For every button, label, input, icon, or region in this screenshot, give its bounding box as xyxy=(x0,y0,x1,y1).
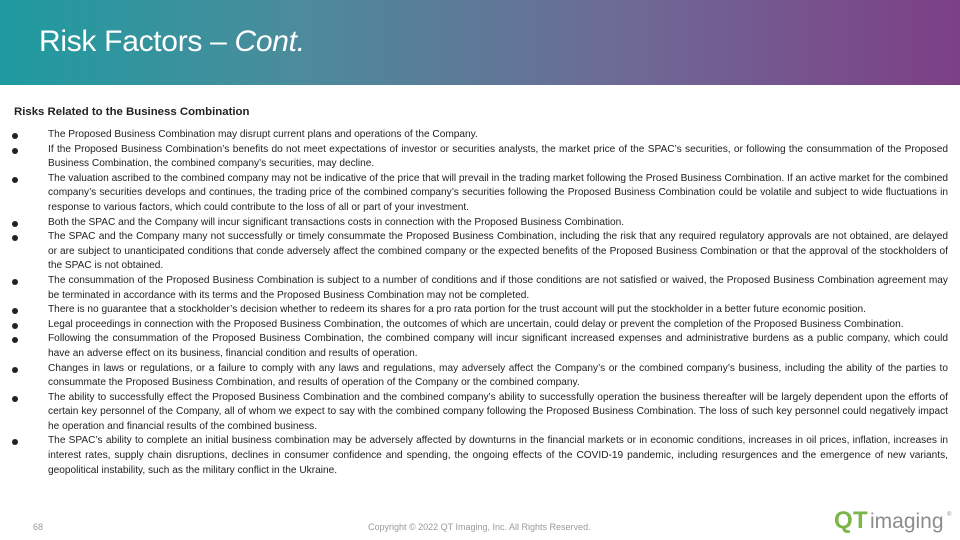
risk-bullet-text: The ability to successfully effect the Proposed Business Combination and the combined company’s ability to successfully operation the business thereafter will be largely dependent upon the efforts of certain key personnel of the Company, all of whom we expect to say with the combined company following the Proposed Business Combination. The loss of such key personnel could negatively impact he operation and financial results of the combined business. xyxy=(48,391,948,432)
risk-bullet-item xyxy=(12,274,948,303)
copyright-footer: Copyright © 2022 QT Imaging, Inc. All Rights Reserved. xyxy=(368,522,591,532)
title-main: Risk Factors – xyxy=(39,25,235,58)
bullet-dot-icon xyxy=(12,235,18,241)
risk-bullet-text: There is no guarantee that a stockholder’s decision whether to redeem its shares for a pro rata portion for the trust account will put the stockholder in a better future economic position. xyxy=(48,304,866,316)
title-banner xyxy=(0,0,960,85)
risk-bullet-item xyxy=(12,128,948,143)
risk-bullet-item xyxy=(12,172,948,216)
bullet-dot-icon xyxy=(12,337,18,343)
bullet-dot-icon xyxy=(12,439,18,445)
section-heading: Risks Related to the Business Combination xyxy=(14,106,250,118)
risk-bullet-text: The SPAC and the Company many not successfully or timely consummate the Proposed Business Combination, including the risk that any required regulatory approvals are not obtained, are delayed or are subject to unanticipated conditions that conde adversely affect the combined company or the expected benefits of the Proposed Business Combination or that the approval of the stockholders of the SPAC is not obtained. xyxy=(48,231,948,272)
bullet-dot-icon xyxy=(12,323,18,329)
bullet-dot-icon xyxy=(12,221,18,227)
risk-bullet-item xyxy=(12,434,948,478)
risk-bullet-item xyxy=(12,303,948,318)
bullet-dot-icon xyxy=(12,148,18,154)
risk-bullet-text: The valuation ascribed to the combined company may not be indicative of the price that will prevail in the trading market following the Prosed Business Combination. If an active market for the combined company’s securities develops and continues, the trading price of the combined company’s securities following the Proposed Business Combination could be volatile and subject to wide fluctuations in response to various factors, which could contribute to the loss of all or part of your investment. xyxy=(48,172,948,213)
logo-q: Q xyxy=(834,507,853,534)
risk-bullet-item xyxy=(12,391,948,435)
title-italic: Cont. xyxy=(234,25,305,58)
risk-bullet-text: The Proposed Business Combination may disrupt current plans and operations of the Company. xyxy=(48,129,478,140)
risk-bullet-text: The consummation of the Proposed Business Combination is subject to a number of conditions and if those conditions are not satisfied or waived, the Proposed Business Combination agreement may be terminated in accordance with its terms and the Proposed Business Combination may not be completed. xyxy=(48,274,948,301)
risk-bullet-item xyxy=(12,318,948,333)
risk-bullet-item xyxy=(12,362,948,391)
bullet-dot-icon xyxy=(12,308,18,314)
bullet-dot-icon xyxy=(12,396,18,402)
risk-bullet-item xyxy=(12,230,948,274)
bullet-dot-icon xyxy=(12,279,18,285)
risk-bullet-text: Both the SPAC and the Company will incur significant transactions costs in connection with the Proposed Business Combination. xyxy=(48,216,625,228)
risk-bullet-list xyxy=(12,128,948,478)
risk-bullet-text: Changes in laws or regulations, or a failure to comply with any laws and regulations, may adversely affect the Company’s or the combined company’s business, including the ability of the parties to consummate the Proposed Business Combination, and results of operation of the Company or the combined company. xyxy=(48,362,948,389)
slide-title xyxy=(39,25,305,59)
bullet-dot-icon xyxy=(12,177,18,183)
bullet-dot-icon xyxy=(12,367,18,373)
risk-bullet-text: The SPAC’s ability to complete an initial business combination may be adversely affected by downturns in the financial markets or in economic conditions, increases in oil prices, inflation, increases in interest rates, supply chain disruptions, declines in consumer confidence and spending, the ongoing effects of the COVID-19 pandemic, including resurgences and the emergence of new variants, geopolitical instability, such as the military conflict in the Ukraine. xyxy=(48,435,948,476)
risk-bullet-text: Following the consummation of the Proposed Business Combination, the combined company will incur significant increased expenses and administrative burdens as a public company, which could have an adverse effect on its business, financial condition and results of operation. xyxy=(48,333,948,359)
logo-imaging: imaging xyxy=(870,510,944,533)
risk-bullet-item xyxy=(12,216,948,231)
qt-imaging-logo xyxy=(833,505,955,535)
risk-bullet-text: If the Proposed Business Combination’s benefits do not meet expectations of investor or securities analysts, the market price of the SPAC’s securities, or following the consummation of the Proposed Business Combination, the combined company’s securities, may decline. xyxy=(48,143,948,170)
logo-registered: ® xyxy=(947,512,952,518)
page-number: 68 xyxy=(33,522,44,532)
risk-bullet-item xyxy=(12,143,948,172)
logo-t: T xyxy=(853,507,868,534)
risk-bullet-text: Legal proceedings in connection with the Proposed Business Combination, the outcomes of which are uncertain, could delay or prevent the completion of the Proposed Business Combination. xyxy=(48,318,904,330)
risk-bullet-item xyxy=(12,332,948,361)
bullet-dot-icon xyxy=(12,133,18,139)
